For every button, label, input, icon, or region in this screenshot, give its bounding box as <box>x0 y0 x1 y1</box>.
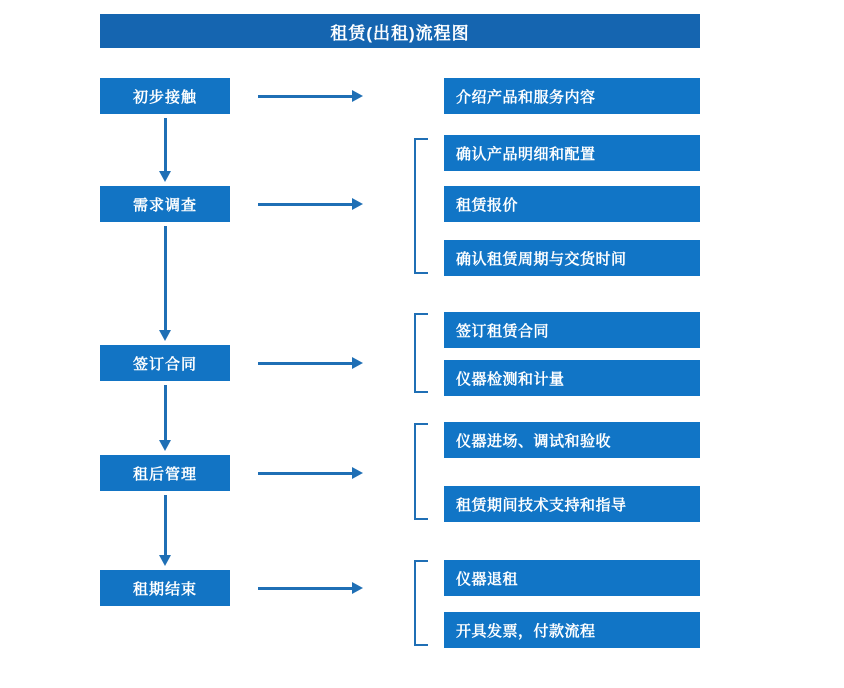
vertical-arrow-2-3 <box>159 226 171 341</box>
vertical-arrow-1-2 <box>159 118 171 182</box>
vertical-arrow-3-4 <box>159 385 171 451</box>
bracket-group-4 <box>414 423 428 520</box>
horizontal-arrow-5 <box>258 582 363 594</box>
bracket-group-5 <box>414 560 428 646</box>
stage-box-1[interactable]: 初步接触 <box>100 78 230 114</box>
detail-box-3[interactable]: 租赁报价 <box>444 186 700 222</box>
stage-box-3[interactable]: 签订合同 <box>100 345 230 381</box>
detail-box-8[interactable]: 租赁期间技术支持和指导 <box>444 486 700 522</box>
bracket-group-2 <box>414 138 428 274</box>
stage-box-4[interactable]: 租后管理 <box>100 455 230 491</box>
detail-box-1[interactable]: 介绍产品和服务内容 <box>444 78 700 114</box>
horizontal-arrow-2 <box>258 198 363 210</box>
detail-box-2[interactable]: 确认产品明细和配置 <box>444 135 700 171</box>
detail-box-10[interactable]: 开具发票，付款流程 <box>444 612 700 648</box>
chart-title: 租赁(出租)流程图 <box>100 14 700 48</box>
horizontal-arrow-4 <box>258 467 363 479</box>
stage-box-5[interactable]: 租期结束 <box>100 570 230 606</box>
detail-box-6[interactable]: 仪器检测和计量 <box>444 360 700 396</box>
detail-box-9[interactable]: 仪器退租 <box>444 560 700 596</box>
detail-box-4[interactable]: 确认租赁周期与交货时间 <box>444 240 700 276</box>
horizontal-arrow-3 <box>258 357 363 369</box>
detail-box-7[interactable]: 仪器进场、调试和验收 <box>444 422 700 458</box>
stage-box-2[interactable]: 需求调查 <box>100 186 230 222</box>
vertical-arrow-4-5 <box>159 495 171 566</box>
detail-box-5[interactable]: 签订租赁合同 <box>444 312 700 348</box>
horizontal-arrow-1 <box>258 90 363 102</box>
bracket-group-3 <box>414 313 428 393</box>
